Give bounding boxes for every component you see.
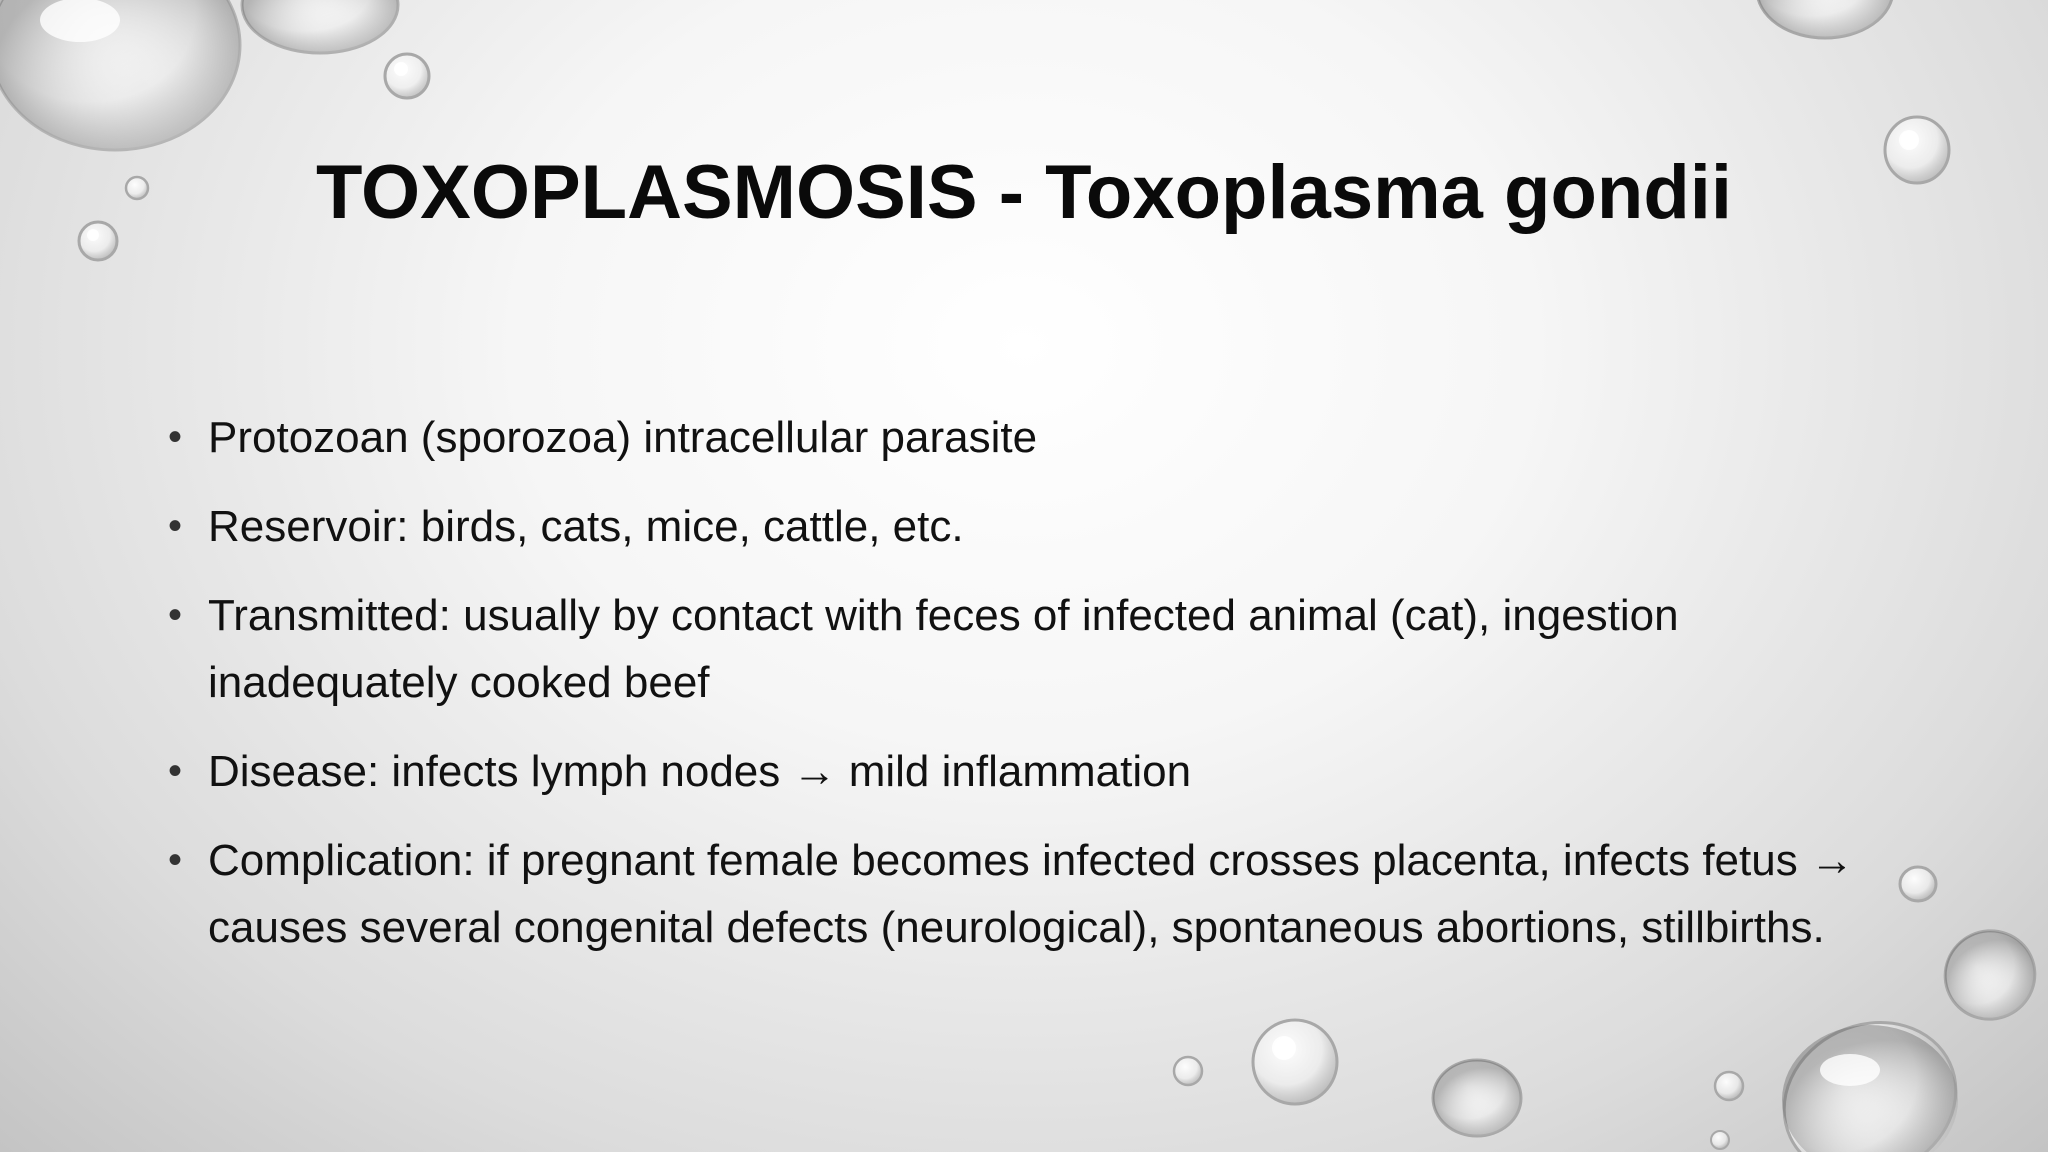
droplet-top-left-2	[242, 0, 398, 53]
bullet-dot-icon: •	[168, 415, 183, 459]
droplet-large-top-left	[0, 0, 240, 150]
bullet-item	[168, 582, 1868, 716]
droplet-small-1	[385, 54, 429, 98]
bullet-text: Complication: if pregnant female becomes infected crosses placenta, infects fetus → causes several congenital defects (neurological), spontaneous abortions, stillbirths.	[208, 836, 1854, 952]
droplet-bottom-4	[1715, 1072, 1743, 1100]
bullet-list	[168, 404, 1868, 983]
droplet-top-right	[1757, 0, 1893, 38]
bullet-item	[168, 738, 1868, 805]
bullet-item	[168, 827, 1868, 961]
droplet-bottom-5	[1711, 1131, 1729, 1149]
bullet-dot-icon: •	[168, 593, 183, 637]
bullet-text: Reservoir: birds, cats, mice, cattle, etc.	[208, 502, 964, 551]
droplet-bottom-1	[1253, 1020, 1337, 1104]
bullet-text: Protozoan (sporozoa) intracellular parasite	[208, 413, 1038, 462]
droplet-bottom-right-large	[1759, 995, 1982, 1152]
bullet-dot-icon: •	[168, 504, 183, 548]
bullet-item	[168, 404, 1868, 471]
bullet-text: Disease: infects lymph nodes → mild inflammation	[208, 747, 1192, 796]
droplet-bottom-3	[1433, 1060, 1521, 1136]
droplet-right-3	[1931, 916, 2048, 1034]
bullet-dot-icon: •	[168, 838, 183, 882]
slide-title: TOXOPLASMOSIS - Toxoplasma gondii	[316, 150, 1732, 235]
bullet-item	[168, 493, 1868, 560]
bullet-dot-icon: •	[168, 749, 183, 793]
droplet-right-2	[1900, 867, 1936, 901]
bullet-text: Transmitted: usually by contact with feces of infected animal (cat), ingestion inadequately cooked beef	[208, 591, 1679, 707]
droplet-bottom-2	[1174, 1057, 1202, 1085]
